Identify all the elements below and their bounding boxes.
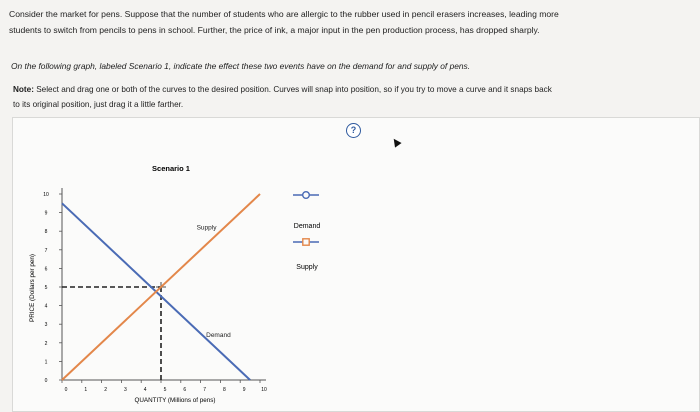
legend-demand-label: Demand — [293, 223, 321, 230]
y-axis-label: PRICE (Dollars per pen) — [29, 254, 36, 322]
y-tick-label: 9 — [44, 210, 48, 217]
y-tick-label: 10 — [43, 192, 49, 198]
y-tick-label: 2 — [44, 340, 48, 347]
y-tick-label: 4 — [44, 303, 48, 310]
note-label: Note: — [13, 85, 34, 94]
y-tick-label: 3 — [44, 322, 48, 329]
help-icon[interactable]: ? — [346, 123, 361, 138]
legend-supply-label: Supply — [296, 264, 318, 271]
legend-demand-tool[interactable] — [293, 192, 320, 230]
x-tick-label: 9 — [242, 387, 246, 393]
x-tick-label: 7 — [203, 387, 206, 393]
note-text — [13, 82, 683, 112]
question-intro-line-1: Consider the market for pens. Suppose that the number of students who are allergic to the rubber used in pencil erasers increases, leading more — [9, 9, 559, 19]
x-tick-label: 5 — [163, 387, 167, 393]
legend-demand-circle-icon — [303, 192, 310, 199]
scenario-1-graph — [13, 118, 699, 411]
legend-supply-square-icon — [303, 239, 309, 245]
question-text — [9, 6, 689, 38]
y-tick-label: 5 — [44, 285, 48, 291]
y-tick-label: 7 — [44, 247, 48, 254]
x-axis-label: QUANTITY (Millions of pens) — [134, 397, 216, 404]
x-tick-label: 1 — [84, 387, 88, 393]
x-tick-label: 4 — [143, 387, 147, 393]
x-tick-label: 0 — [64, 387, 68, 393]
note-line-2: to its original position, just drag it a little farther. — [13, 100, 184, 109]
x-tick-label: 8 — [223, 387, 226, 393]
x-tick-label: 10 — [261, 387, 267, 393]
legend-supply-tool[interactable] — [293, 239, 319, 271]
y-tick-label: 6 — [44, 266, 48, 273]
question-intro-line-2: students to switch from pencils to pens in school. Further, the price of ink, a major input in the pen production process, has dropped sharply. — [9, 25, 540, 35]
supply-curve-label: Supply — [196, 224, 217, 232]
x-tick-label: 2 — [104, 387, 107, 393]
question-instruction: On the following graph, labeled Scenario 1, indicate the effect these two events have on the demand for and supply of pens. — [11, 61, 471, 71]
note-line-1: Select and drag one or both of the curves to the desired position. Curves will snap into position, so if you try to move a curve and it snaps back — [33, 85, 552, 94]
y-tick-label: 8 — [44, 229, 48, 236]
y-tick-label: 0 — [44, 378, 48, 384]
x-tick-label: 3 — [124, 387, 127, 393]
x-tick-label: 6 — [183, 387, 187, 393]
y-tick-label: 1 — [44, 359, 48, 366]
demand-curve-label: Demand — [206, 332, 231, 340]
graph-panel — [12, 117, 700, 412]
chart-title: Scenario 1 — [152, 164, 190, 173]
